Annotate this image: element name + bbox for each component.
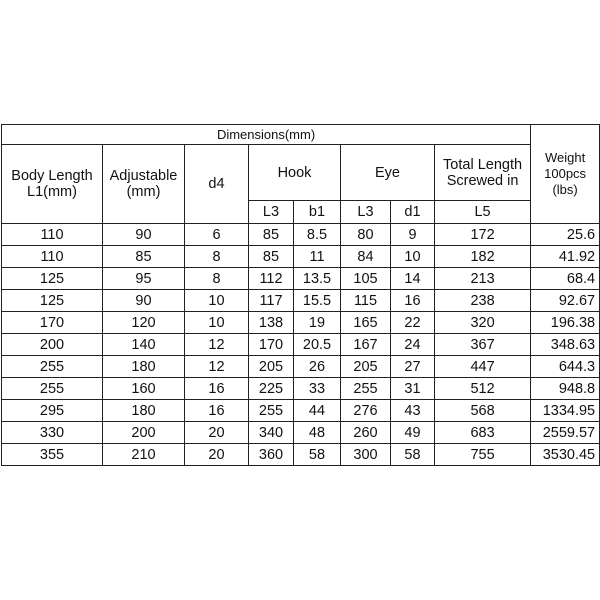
header-body-length-line2: L1(mm) bbox=[27, 184, 77, 200]
cell-d4: 20 bbox=[185, 422, 249, 444]
header-body-length-line1: Body Length bbox=[11, 168, 93, 184]
cell-eye-d1: 22 bbox=[391, 312, 435, 334]
cell-body-length: 170 bbox=[2, 312, 103, 334]
cell-d4: 12 bbox=[185, 356, 249, 378]
cell-total-length: 172 bbox=[435, 224, 531, 246]
header-eye: Eye bbox=[341, 145, 435, 201]
dimensions-table bbox=[1, 124, 600, 466]
cell-adjustable: 120 bbox=[103, 312, 185, 334]
cell-body-length: 255 bbox=[2, 356, 103, 378]
cell-hook-b1: 20.5 bbox=[294, 334, 341, 356]
header-weight-line2: 100pcs bbox=[544, 166, 587, 181]
cell-hook-l3: 340 bbox=[249, 422, 294, 444]
cell-adjustable: 200 bbox=[103, 422, 185, 444]
cell-eye-d1: 27 bbox=[391, 356, 435, 378]
cell-total-length: 568 bbox=[435, 400, 531, 422]
cell-hook-b1: 48 bbox=[294, 422, 341, 444]
table-row bbox=[2, 268, 600, 290]
cell-hook-l3: 85 bbox=[249, 246, 294, 268]
cell-eye-d1: 16 bbox=[391, 290, 435, 312]
cell-weight: 41.92 bbox=[531, 246, 600, 268]
cell-eye-d1: 49 bbox=[391, 422, 435, 444]
cell-total-length: 182 bbox=[435, 246, 531, 268]
dimensions-title: Dimensions(mm) bbox=[2, 125, 531, 145]
cell-hook-b1: 33 bbox=[294, 378, 341, 400]
cell-eye-d1: 43 bbox=[391, 400, 435, 422]
cell-d4: 16 bbox=[185, 378, 249, 400]
cell-eye-l3: 205 bbox=[341, 356, 391, 378]
table-row bbox=[2, 312, 600, 334]
cell-body-length: 125 bbox=[2, 268, 103, 290]
table-row bbox=[2, 400, 600, 422]
cell-eye-d1: 14 bbox=[391, 268, 435, 290]
table-row bbox=[2, 422, 600, 444]
cell-hook-b1: 58 bbox=[294, 444, 341, 466]
cell-weight: 25.6 bbox=[531, 224, 600, 246]
table-body bbox=[2, 224, 600, 466]
cell-d4: 8 bbox=[185, 246, 249, 268]
cell-body-length: 295 bbox=[2, 400, 103, 422]
cell-d4: 8 bbox=[185, 268, 249, 290]
cell-body-length: 200 bbox=[2, 334, 103, 356]
cell-eye-d1: 31 bbox=[391, 378, 435, 400]
cell-total-length: 755 bbox=[435, 444, 531, 466]
cell-total-length: 683 bbox=[435, 422, 531, 444]
cell-eye-l3: 260 bbox=[341, 422, 391, 444]
cell-hook-l3: 138 bbox=[249, 312, 294, 334]
cell-hook-b1: 8.5 bbox=[294, 224, 341, 246]
header-adjustable bbox=[103, 145, 185, 224]
cell-hook-l3: 225 bbox=[249, 378, 294, 400]
cell-adjustable: 90 bbox=[103, 290, 185, 312]
cell-hook-l3: 85 bbox=[249, 224, 294, 246]
cell-body-length: 355 bbox=[2, 444, 103, 466]
cell-eye-l3: 300 bbox=[341, 444, 391, 466]
header-hook-l3: L3 bbox=[249, 201, 294, 224]
cell-eye-l3: 105 bbox=[341, 268, 391, 290]
cell-adjustable: 180 bbox=[103, 400, 185, 422]
cell-hook-b1: 44 bbox=[294, 400, 341, 422]
header-total-l5: L5 bbox=[435, 201, 531, 224]
header-hook: Hook bbox=[249, 145, 341, 201]
cell-eye-d1: 9 bbox=[391, 224, 435, 246]
cell-body-length: 110 bbox=[2, 246, 103, 268]
table-row bbox=[2, 378, 600, 400]
cell-hook-b1: 15.5 bbox=[294, 290, 341, 312]
header-d4: d4 bbox=[185, 145, 249, 224]
cell-hook-b1: 11 bbox=[294, 246, 341, 268]
cell-eye-l3: 167 bbox=[341, 334, 391, 356]
cell-adjustable: 90 bbox=[103, 224, 185, 246]
cell-total-length: 238 bbox=[435, 290, 531, 312]
cell-weight: 196.38 bbox=[531, 312, 600, 334]
cell-eye-d1: 10 bbox=[391, 246, 435, 268]
table-row bbox=[2, 444, 600, 466]
cell-body-length: 330 bbox=[2, 422, 103, 444]
cell-total-length: 320 bbox=[435, 312, 531, 334]
header-adjustable-line1: Adjustable bbox=[109, 168, 178, 184]
cell-d4: 16 bbox=[185, 400, 249, 422]
cell-adjustable: 210 bbox=[103, 444, 185, 466]
cell-total-length: 367 bbox=[435, 334, 531, 356]
cell-eye-l3: 255 bbox=[341, 378, 391, 400]
cell-adjustable: 140 bbox=[103, 334, 185, 356]
cell-eye-d1: 58 bbox=[391, 444, 435, 466]
cell-weight: 948.8 bbox=[531, 378, 600, 400]
cell-eye-l3: 115 bbox=[341, 290, 391, 312]
cell-weight: 68.4 bbox=[531, 268, 600, 290]
cell-d4: 12 bbox=[185, 334, 249, 356]
cell-hook-l3: 205 bbox=[249, 356, 294, 378]
cell-adjustable: 180 bbox=[103, 356, 185, 378]
cell-weight: 2559.57 bbox=[531, 422, 600, 444]
cell-d4: 10 bbox=[185, 312, 249, 334]
cell-weight: 3530.45 bbox=[531, 444, 600, 466]
cell-hook-l3: 117 bbox=[249, 290, 294, 312]
table-row bbox=[2, 224, 600, 246]
cell-hook-l3: 112 bbox=[249, 268, 294, 290]
cell-weight: 1334.95 bbox=[531, 400, 600, 422]
cell-hook-b1: 13.5 bbox=[294, 268, 341, 290]
cell-eye-l3: 276 bbox=[341, 400, 391, 422]
header-eye-d1: d1 bbox=[391, 201, 435, 224]
table-row bbox=[2, 334, 600, 356]
header-hook-b1: b1 bbox=[294, 201, 341, 224]
cell-eye-l3: 80 bbox=[341, 224, 391, 246]
cell-hook-l3: 255 bbox=[249, 400, 294, 422]
cell-eye-l3: 165 bbox=[341, 312, 391, 334]
cell-adjustable: 160 bbox=[103, 378, 185, 400]
header-weight bbox=[531, 125, 600, 224]
cell-hook-b1: 19 bbox=[294, 312, 341, 334]
cell-eye-l3: 84 bbox=[341, 246, 391, 268]
cell-body-length: 255 bbox=[2, 378, 103, 400]
cell-body-length: 125 bbox=[2, 290, 103, 312]
cell-weight: 644.3 bbox=[531, 356, 600, 378]
header-body-length bbox=[2, 145, 103, 224]
table-row bbox=[2, 246, 600, 268]
cell-weight: 348.63 bbox=[531, 334, 600, 356]
cell-weight: 92.67 bbox=[531, 290, 600, 312]
header-total-length bbox=[435, 145, 531, 201]
header-weight-line3: (lbs) bbox=[552, 182, 578, 197]
header-total-length-line2: Screwed in bbox=[446, 172, 519, 189]
cell-total-length: 447 bbox=[435, 356, 531, 378]
cell-adjustable: 85 bbox=[103, 246, 185, 268]
cell-total-length: 213 bbox=[435, 268, 531, 290]
header-adjustable-line2: (mm) bbox=[126, 184, 161, 200]
cell-d4: 10 bbox=[185, 290, 249, 312]
cell-body-length: 110 bbox=[2, 224, 103, 246]
table-row bbox=[2, 290, 600, 312]
table-row bbox=[2, 356, 600, 378]
cell-d4: 20 bbox=[185, 444, 249, 466]
cell-eye-d1: 24 bbox=[391, 334, 435, 356]
cell-adjustable: 95 bbox=[103, 268, 185, 290]
cell-hook-b1: 26 bbox=[294, 356, 341, 378]
cell-d4: 6 bbox=[185, 224, 249, 246]
cell-hook-l3: 170 bbox=[249, 334, 294, 356]
header-eye-l3: L3 bbox=[341, 201, 391, 224]
header-total-length-line1: Total Length bbox=[443, 156, 523, 173]
cell-total-length: 512 bbox=[435, 378, 531, 400]
cell-hook-l3: 360 bbox=[249, 444, 294, 466]
header-weight-line1: Weight bbox=[544, 150, 586, 165]
